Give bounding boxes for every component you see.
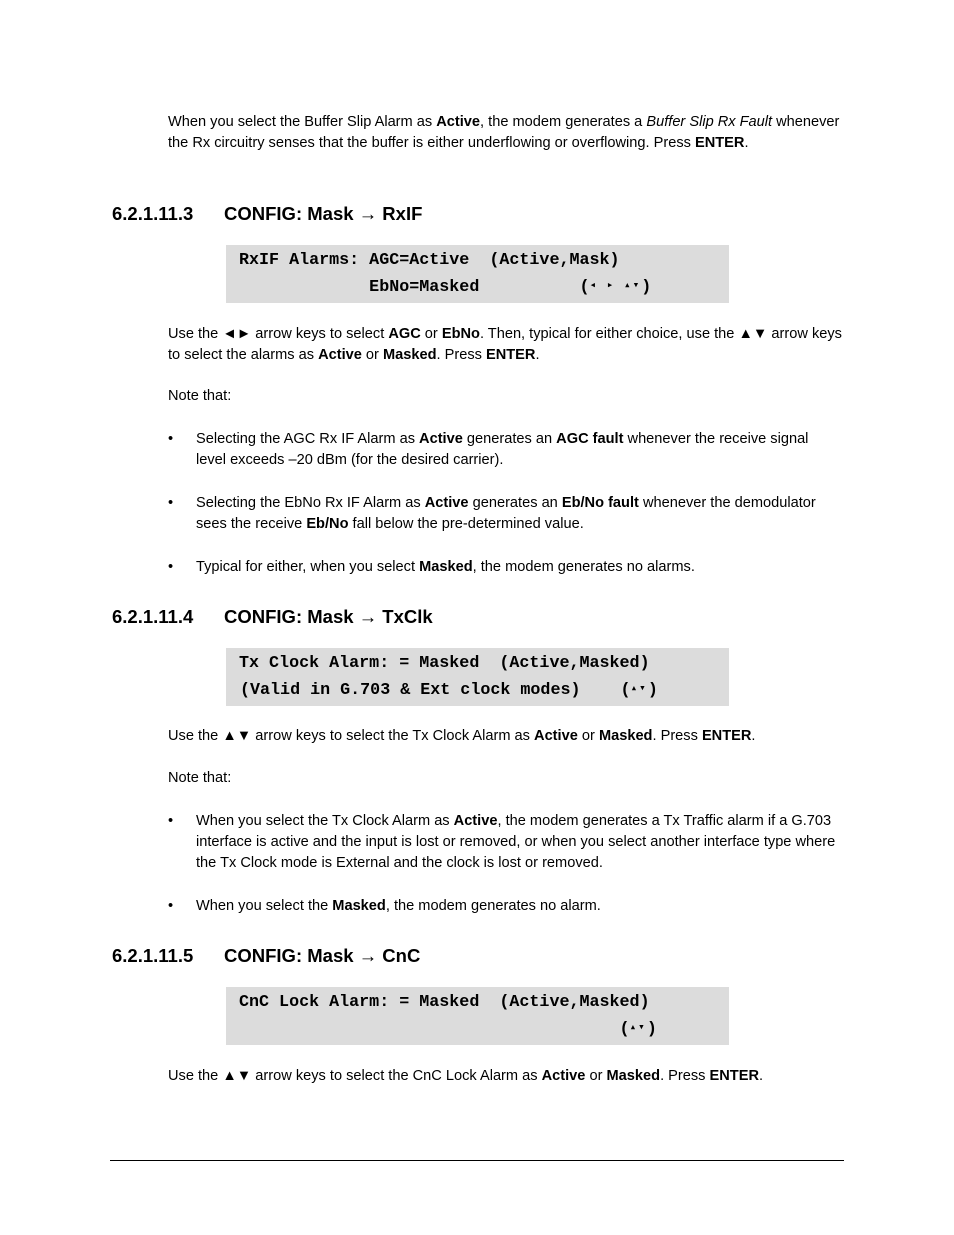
cnc-instructions: Use the ▲▼ arrow keys to select the CnC Lock Alarm as Active or Masked. Press ENTER.	[168, 1068, 764, 1084]
up-down-arrow-icon: ▴▾	[630, 683, 648, 695]
bullet-icon: •	[168, 813, 174, 829]
arrow-keys-icon: ◂ ▸ ▴▾	[589, 280, 642, 292]
lcd-display-rxif	[226, 245, 729, 303]
section-heading-txclk: 6.2.1.11.4 CONFIG: Mask → TxClk	[112, 606, 433, 627]
bullet-icon: •	[168, 898, 174, 914]
up-down-arrow-icon: ▴▾	[629, 1022, 647, 1034]
txclk-instructions: Use the ▲▼ arrow keys to select the Tx Clock Alarm as Active or Masked. Press ENTER.	[168, 728, 756, 744]
lcd-line-2: (▴▾)	[239, 1020, 657, 1039]
lcd-display-txclk	[226, 648, 729, 706]
lcd-line-1: Tx Clock Alarm: = Masked (Active,Masked)	[239, 654, 650, 673]
intro-paragraph: When you select the Buffer Slip Alarm as Active, the modem generates a Buffer Slip Rx Fault whenever the Rx circuitry senses that the buffer is either underflowing or overflowing. Press ENTER.	[168, 114, 840, 151]
lcd-line-1: RxIF Alarms: AGC=Active (Active,Mask)	[239, 251, 620, 270]
lcd-display-cnc	[226, 987, 729, 1045]
lcd-line-1: CnC Lock Alarm: = Masked (Active,Masked)	[239, 993, 650, 1012]
section-heading-rxif: 6.2.1.11.3 CONFIG: Mask → RxIF	[112, 203, 423, 224]
section-heading-cnc: 6.2.1.11.5 CONFIG: Mask → CnC	[112, 945, 421, 966]
footer-divider	[110, 1160, 844, 1161]
rxif-instructions: Use the ◄► arrow keys to select AGC or EbNo. Then, typical for either choice, use the ▲▼ arrow keys to select the alarms as Active or Masked. Press ENTER.	[168, 326, 842, 363]
bullet-icon: •	[168, 495, 174, 511]
txclk-note-label: Note that:	[168, 770, 232, 786]
lcd-line-2: EbNo=Masked (◂ ▸ ▴▾)	[239, 278, 652, 297]
bullet-icon: •	[168, 559, 174, 575]
lcd-line-2: (Valid in G.703 & Ext clock modes) (▴▾)	[240, 681, 658, 700]
bullet-icon: •	[168, 431, 174, 447]
rxif-note-label: Note that:	[168, 388, 232, 404]
